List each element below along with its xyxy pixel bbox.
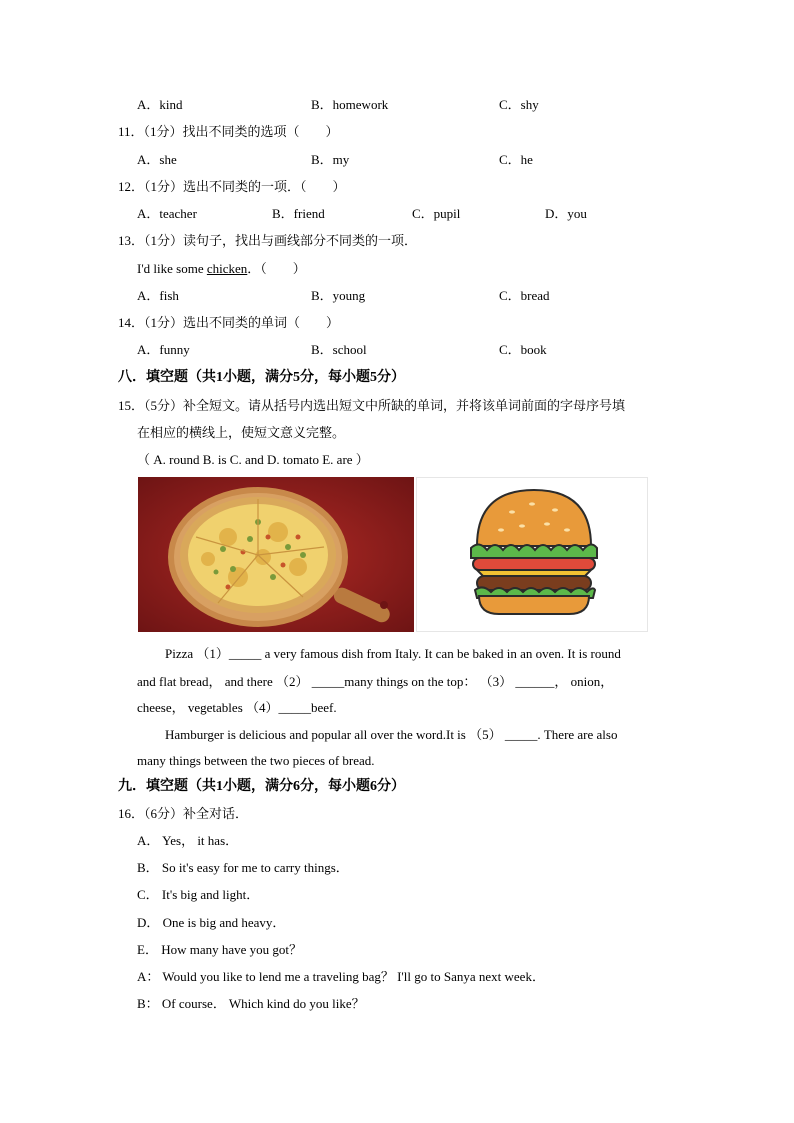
q15-para1-line2: and flat bread， and there （2） _____many things on the top： （3） ______， onion， [137, 674, 614, 689]
q11-stem: 11．（1分）找出不同类的选项（ ） [118, 124, 339, 139]
q11-option-b: B．my [311, 152, 350, 167]
q16-choice-a: A． Yes， it has． [137, 833, 239, 848]
q15-word-bank: （ A. round B. is C. and D. tomato E. are ） [137, 452, 369, 467]
q12-stem: 12．（1分）选出不同类的一项．（ ） [118, 179, 346, 194]
q12-option-b: B．friend [272, 206, 325, 221]
q16-dialogue-b: B： Of course． Which kind do you like？ [137, 996, 365, 1011]
q13-sentence-post: ．（ ） [247, 261, 306, 276]
q13-option-b: B．young [311, 288, 366, 303]
q15-para2-line2: many things between the two pieces of bread. [137, 753, 375, 768]
q15-stem-line2: 在相应的横线上，使短文意义完整。 [137, 425, 346, 440]
q13-option-a: A．fish [137, 288, 179, 303]
q16-choice-b: B． So it's easy for me to carry things． [137, 860, 349, 875]
q10-option-a: A．kind [137, 97, 183, 112]
q13-stem: 13．（1分）读句子，找出与画线部分不同类的一项． [118, 233, 418, 248]
q11-option-a: A．she [137, 152, 177, 167]
q13-sentence-pre: I'd like some [137, 261, 207, 276]
q14-option-a: A．funny [137, 342, 190, 357]
q12-option-a: A．teacher [137, 206, 197, 221]
q15-para2-line1: Hamburger is delicious and popular all over the word.It is （5） _____. There are also [165, 727, 618, 742]
q14-stem: 14．（1分）选出不同类的单词（ ） [118, 315, 340, 330]
section8-heading: 八．填空题（共1小题，满分5分，每小题5分） [118, 370, 405, 385]
q16-stem: 16．（6分）补全对话． [118, 806, 249, 821]
q13-option-c: C．bread [499, 288, 550, 303]
q12-option-c: C．pupil [412, 206, 461, 221]
q10-option-b: B．homework [311, 97, 389, 112]
pizza-image [138, 477, 414, 632]
hamburger-image [416, 477, 648, 632]
q12-option-d: D．you [545, 206, 587, 221]
q15-para1-line3: cheese， vegetables （4）_____beef. [137, 700, 337, 715]
q16-dialogue-a: A： Would you like to lend me a traveling bag？ I'll go to Sanya next week． [137, 969, 545, 984]
q16-choice-c: C． It's big and light． [137, 887, 260, 902]
q15-para1-line1: Pizza （1）_____ a very famous dish from Italy. It can be baked in an oven. It is round [165, 646, 621, 661]
q14-option-b: B．school [311, 342, 367, 357]
q16-choice-e: E． How many have you got？ [137, 942, 303, 957]
q13-sentence-underlined: chicken [206, 261, 248, 276]
q10-option-c: C．shy [499, 97, 539, 112]
q15-stem-line1: 15．（5分）补全短文。请从括号内选出短文中所缺的单词，并将该单词前面的字母序号填 [118, 398, 626, 413]
q11-option-c: C．he [499, 152, 533, 167]
section9-heading: 九．填空题（共1小题，满分6分，每小题6分） [118, 779, 405, 794]
q16-choice-d: D． One is big and heavy． [137, 915, 286, 930]
q13-sentence [137, 260, 306, 278]
q14-option-c: C．book [499, 342, 547, 357]
